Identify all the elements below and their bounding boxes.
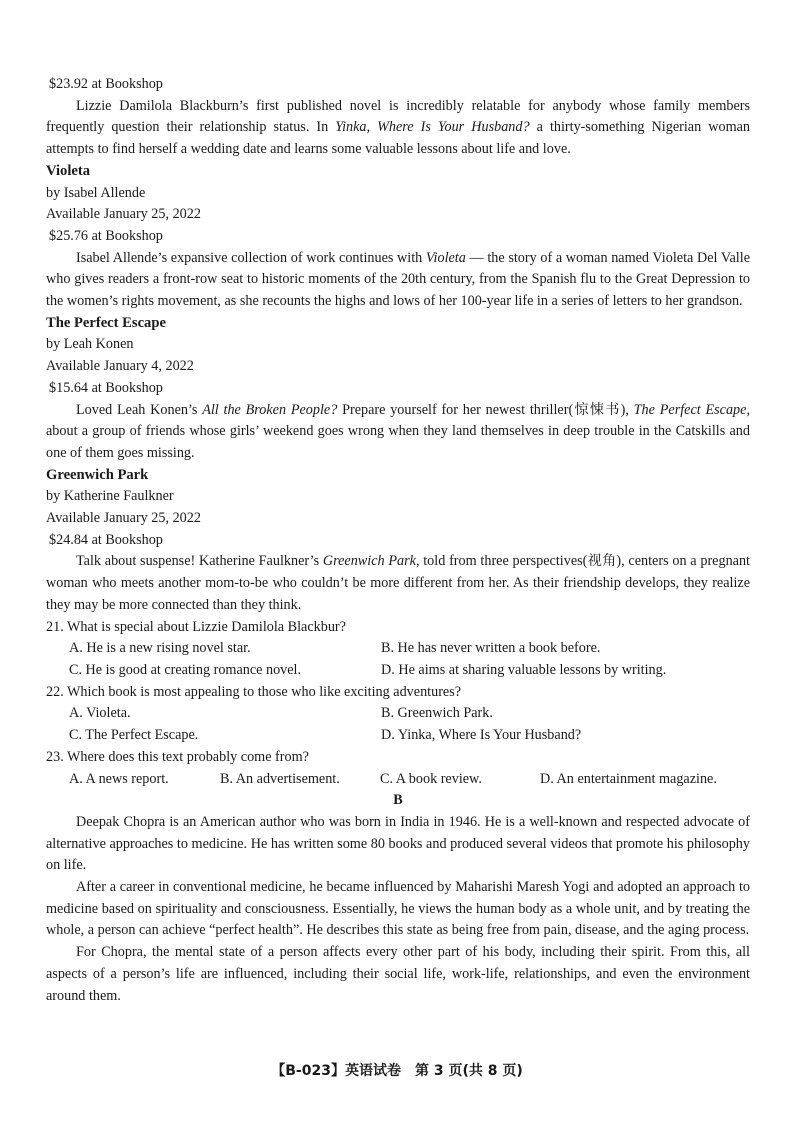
book4-title-inline: Greenwich Park	[322, 553, 416, 570]
book1-description: Lizzie Damilola Blackburn’s first published novel is incredibly relatable for anybody whose family members frequently question their relationship status. In Yinka, Where Is Your Husband? a thirty-something Nigerian woman attempts to find herself a wedding date and learns some valuable lessons about life and love.	[46, 97, 750, 158]
options-row	[46, 769, 750, 791]
option-c: C. He is good at creating romance novel.	[69, 661, 302, 678]
page-footer: 【B-023】英语试卷 第 3 页(共 8 页)	[271, 1063, 523, 1079]
question-stem: 21. What is special about Lizzie Damilola Blackbur?	[46, 618, 346, 635]
book2-title: Violeta	[46, 162, 91, 179]
options-row	[46, 638, 750, 660]
book3-price: $15.64 at Bookshop	[49, 379, 163, 396]
book2-author: by Isabel Allende	[46, 184, 146, 201]
section-b-label: B	[393, 792, 403, 809]
option-c: C. A book review.	[380, 770, 482, 787]
book4-title: Greenwich Park	[46, 466, 149, 483]
book1-title-inline: Yinka, Where Is Your Husband?	[335, 119, 530, 136]
book3-description: Loved Leah Konen’s All the Broken People? Prepare yourself for her newest thriller(惊悚书), The Perfect Escape, about a group of friends whose girls’ weekend goes wrong when they land themselves in deep trouble in the Catskills and one of them goes missing.	[46, 401, 750, 461]
book1-price: $23.92 at Bookshop	[49, 76, 163, 92]
book2-description: Isabel Allende’s expansive collection of work continues with Violeta — the story of a woman named Violeta Del Valle who gives readers a front-row seat to historic moments of the 20th century, from the Spanish flu to the Great Depression to the women’s rights movement, as she recounts the highs and lows of her 100-year life in a series of letters to her grandson.	[46, 249, 750, 310]
book2-available: Available January 25, 2022	[46, 206, 201, 223]
book2-title-inline: Violeta	[425, 249, 466, 266]
option-d: D. He aims at sharing valuable lessons by writing.	[381, 661, 667, 678]
passage-b-paragraph-3: For Chopra, the mental state of a person affects every other part of his body, including their spirit. From this, all aspects of a person’s life are influenced, including their social life, work-life, relationships, and even the environment around them.	[46, 944, 750, 1004]
book4-available: Available January 25, 2022	[46, 510, 201, 527]
book3-title-inline-1: All the Broken People?	[202, 401, 338, 418]
question-23	[46, 747, 750, 790]
option-b: B. An advertisement.	[220, 770, 340, 787]
option-d: D. Yinka, Where Is Your Husband?	[381, 727, 582, 744]
option-d: D. An entertainment magazine.	[540, 770, 717, 787]
option-c: C. The Perfect Escape.	[69, 727, 199, 744]
option-b: B. He has never written a book before.	[381, 640, 601, 657]
book3-title: The Perfect Escape	[46, 314, 166, 331]
book3-title-inline-2: The Perfect Escape	[633, 401, 747, 418]
passage-b-paragraph-1: Deepak Chopra is an American author who was born in India in 1946. He is a well-known and respected advocate of alternative approaches to medicine. He has written some 80 books and produced several videos that promote his philosophy on life.	[46, 813, 750, 874]
options-row	[46, 703, 750, 725]
options-row	[46, 725, 750, 747]
option-a: A. Violeta.	[69, 705, 131, 722]
option-b: B. Greenwich Park.	[381, 705, 493, 722]
passage-b-paragraph-2: After a career in conventional medicine, he became influenced by Maharishi Maresh Yogi and adopted an approach to medicine based on spirituality and consciousness. Essentially, he views the human body as a whole unit, and by treating the whole, a person can achieve “perfect health”. He describes this state as being free from pain, disease, and the aging process.	[46, 879, 750, 939]
book3-available: Available January 4, 2022	[46, 358, 194, 375]
question-stem: 23. Where does this text probably come from?	[46, 748, 309, 765]
question-21	[46, 617, 750, 682]
exam-page	[46, 74, 750, 1007]
option-a: A. A news report.	[69, 770, 169, 787]
book4-price: $24.84 at Bookshop	[49, 531, 163, 548]
book4-description: Talk about suspense! Katherine Faulkner’s Greenwich Park, told from three perspectives(视角), centers on a pregnant woman who meets another mom-to-be who couldn’t be more different from her. As their friendship develops, they realize they may be more connected than they think.	[46, 553, 751, 613]
option-a: A. He is a new rising novel star.	[69, 640, 251, 657]
question-22	[46, 682, 750, 747]
book4-author: by Katherine Faulkner	[46, 488, 174, 505]
options-row	[46, 660, 750, 682]
book2-price: $25.76 at Bookshop	[49, 227, 163, 244]
question-stem: 22. Which book is most appealing to those who like exciting adventures?	[46, 683, 462, 700]
book3-author: by Leah Konen	[46, 336, 134, 353]
